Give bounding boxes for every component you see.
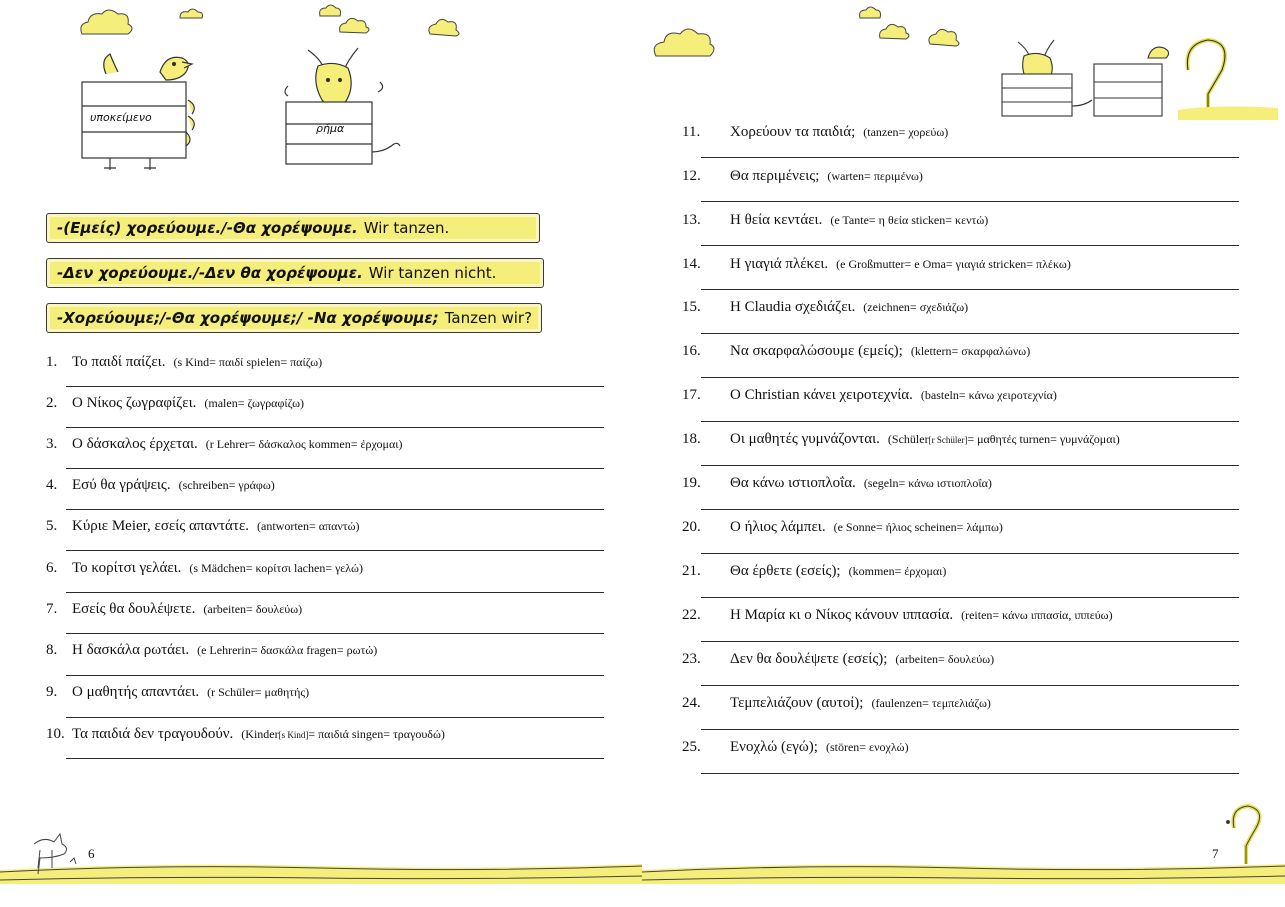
exercise-number: 20.	[682, 519, 701, 535]
exercise-text: Θα κάνω ιστιοπλοΐα.	[730, 475, 856, 491]
exercise-hint	[888, 432, 1120, 446]
exercise-text: Το παιδί παίζει.	[72, 354, 166, 370]
exercise-number: 10.	[46, 726, 65, 742]
exercise-number: 8.	[46, 642, 58, 658]
exercise-number: 25.	[682, 739, 701, 755]
exercise-text: Θα περιμένεις;	[730, 168, 820, 184]
exercise-text: Ενοχλώ (εγώ);	[730, 739, 818, 755]
exercise-item	[46, 600, 302, 618]
exercise-hint: (kommen= έρχομαι)	[848, 564, 947, 578]
exercise-text: Ο δάσκαλος έρχεται.	[72, 436, 198, 452]
exercise-item	[682, 386, 1057, 404]
exercise-text: Ο Νίκος ζωγραφίζει.	[72, 395, 197, 411]
exercise-number: 12.	[682, 168, 701, 184]
cloud-illustration	[650, 4, 1010, 74]
exercise-text: Η γιαγιά πλέκει.	[730, 256, 829, 272]
exercise-number: 16.	[682, 343, 701, 359]
exercise-hint: (malen= ζωγραφίζω)	[204, 396, 305, 410]
exercise-number: 7.	[46, 601, 58, 617]
exercise-number: 2.	[46, 395, 58, 411]
answer-line[interactable]	[66, 633, 604, 634]
exercise-text: Τεμπελιάζουν (αυτοί);	[730, 695, 864, 711]
exercise-number: 19.	[682, 475, 701, 491]
exercise-hint: (segeln= κάνω ιστιοπλοΐα)	[863, 476, 992, 490]
hint-part: = παιδιά singen= τραγουδώ)	[308, 727, 445, 741]
answer-line[interactable]	[701, 773, 1239, 774]
page-number: 7	[1212, 846, 1219, 861]
exercise-text: Ο ήλιος λάμπει.	[730, 519, 826, 535]
exercise-item	[682, 430, 1120, 449]
exercise-hint: (schreiben= γράφω)	[178, 478, 275, 492]
exercise-item	[46, 683, 309, 701]
banner-german: Wir tanzen.	[363, 219, 450, 237]
exercise-number: 15.	[682, 299, 701, 315]
exercise-hint: (antworten= απαντώ)	[257, 519, 360, 533]
exercise-item	[682, 562, 946, 580]
exercise-text: Θα έρθετε (εσείς);	[730, 563, 841, 579]
exercise-item	[682, 211, 988, 229]
answer-line[interactable]	[701, 597, 1239, 598]
exercise-number: 24.	[682, 695, 701, 711]
answer-line[interactable]	[701, 509, 1239, 510]
exercise-hint: (e Großmutter= e Oma= γιαγιά stricken= πλέκω)	[836, 257, 1071, 271]
exercise-text: Η δασκάλα ρωτάει.	[72, 642, 190, 658]
exercise-number: 3.	[46, 436, 58, 452]
exercise-hint: (tanzen= χορεύω)	[863, 125, 949, 139]
hint-subscript: [s Kind]	[278, 730, 309, 740]
exercise-hint: (zeichnen= σχεδιάζω)	[863, 300, 969, 314]
exercise-number: 1.	[46, 354, 58, 370]
hint-part: = μαθητές turnen= γυμνάζομαι)	[967, 432, 1120, 446]
hint-part: (Schüler	[887, 432, 929, 446]
exercise-hint: (s Kind= παιδί spielen= παίζω)	[173, 355, 323, 369]
exercise-text: Η Claudia σχεδιάζει.	[730, 299, 856, 315]
exercise-number: 6.	[46, 560, 58, 576]
exercise-hint: (e Sonne= ήλιος scheinen= λάμπω)	[833, 520, 1003, 534]
answer-line[interactable]	[701, 289, 1239, 290]
exercise-item	[682, 518, 1003, 536]
exercise-item	[682, 650, 994, 668]
answer-line[interactable]	[701, 245, 1239, 246]
exercise-number: 21.	[682, 563, 701, 579]
exercise-number: 18.	[682, 431, 701, 447]
exercise-hint: (e Tante= η θεία sticken= κεντώ)	[830, 213, 989, 227]
exercise-item	[46, 476, 275, 494]
exercise-item	[46, 394, 304, 412]
right-page	[642, 0, 1285, 907]
donkey-parrot-question-illustration	[998, 36, 1285, 126]
exercise-number: 14.	[682, 256, 701, 272]
banner-german: Wir tanzen nicht.	[368, 264, 497, 282]
banner-german: Tanzen wir?	[444, 309, 533, 327]
exercise-item	[682, 606, 1113, 624]
ground-donkey-illustration	[0, 820, 642, 900]
grammar-banner-question	[46, 303, 542, 333]
exercise-text: Δεν θα δουλέψετε (εσείς);	[730, 651, 888, 667]
exercise-item	[682, 167, 923, 185]
sign-label-subject: υποκείμενο	[90, 111, 152, 124]
answer-line[interactable]	[701, 465, 1239, 466]
exercise-item	[46, 353, 322, 371]
exercise-number: 17.	[682, 387, 701, 403]
exercise-number: 22.	[682, 607, 701, 623]
exercise-number: 4.	[46, 477, 58, 493]
exercise-text: Η Μαρία κι ο Νίκος κάνουν ιππασία.	[730, 607, 954, 623]
exercise-item	[46, 517, 360, 535]
answer-line[interactable]	[701, 685, 1239, 686]
answer-line[interactable]	[701, 729, 1239, 730]
exercise-hint: (s Mädchen= κορίτσι lachen= γελώ)	[189, 561, 363, 575]
exercise-item	[682, 123, 948, 141]
grammar-banner-negative	[46, 258, 544, 288]
exercise-item	[682, 738, 909, 756]
exercise-hint: (warten= περιμένω)	[827, 169, 923, 183]
exercise-item	[682, 255, 1071, 273]
exercise-text: Το κορίτσι γελάει.	[72, 560, 182, 576]
answer-line[interactable]	[66, 427, 604, 428]
answer-line[interactable]	[701, 157, 1239, 158]
exercise-number: 11.	[682, 124, 701, 140]
answer-line[interactable]	[701, 377, 1239, 378]
left-page	[0, 0, 642, 907]
answer-line[interactable]	[701, 641, 1239, 642]
banner-greek: -(Εμείς) χορεύουμε./-Θα χορέψουμε.	[57, 219, 358, 237]
exercise-item	[46, 641, 377, 659]
answer-line[interactable]	[66, 550, 604, 551]
banner-greek: -Δεν χορεύουμε./-Δεν θα χορέψουμε.	[57, 264, 363, 282]
exercise-text: Η θεία κεντάει.	[730, 212, 823, 228]
banner-greek: -Χορεύουμε;/-Θα χορέψουμε;/ -Να χορέψουμε;	[57, 309, 439, 327]
exercise-number: 23.	[682, 651, 701, 667]
answer-line[interactable]	[701, 333, 1239, 334]
grammar-banner-affirmative	[46, 213, 540, 243]
exercise-text: Χορεύουν τα παιδιά;	[730, 124, 856, 140]
exercise-text: Εσείς θα δουλέψετε.	[72, 601, 196, 617]
exercise-hint	[241, 727, 445, 741]
exercise-text: Ο μαθητής απαντάει.	[72, 684, 200, 700]
cloud-illustration	[70, 4, 540, 44]
exercise-item	[682, 298, 968, 316]
answer-line[interactable]	[66, 717, 604, 718]
exercise-number: 9.	[46, 684, 58, 700]
exercise-item	[46, 559, 363, 577]
donkey-sign-illustration	[278, 40, 408, 170]
exercise-item	[46, 725, 445, 744]
answer-line[interactable]	[66, 468, 604, 469]
exercise-hint: (stören= ενοχλώ)	[825, 740, 909, 754]
exercise-hint: (r Lehrer= δάσκαλος kommen= έρχομαι)	[205, 437, 403, 451]
exercise-text: Οι μαθητές γυμνάζονται.	[730, 431, 880, 447]
exercise-hint: (r Schüler= μαθητής)	[207, 685, 310, 699]
exercise-hint: (faulenzen= τεμπελιάζω)	[871, 696, 991, 710]
exercise-hint: (reiten= κάνω ιππασία, ιππεύω)	[961, 608, 1113, 622]
exercise-text: Κύριε Meier, εσείς απαντάτε.	[72, 518, 249, 534]
hint-part: (Kinder	[241, 727, 279, 741]
exercise-hint: (klettern= σκαρφαλώνω)	[910, 344, 1031, 358]
exercise-hint: (arbeiten= δουλεύω)	[895, 652, 995, 666]
ground-question-mark-illustration	[642, 800, 1285, 900]
exercise-text: Εσύ θα γράψεις.	[72, 477, 171, 493]
hint-subscript: [r Schüler]	[928, 435, 968, 445]
answer-line[interactable]	[701, 421, 1239, 422]
exercise-text: Ο Christian κάνει χειροτεχνία.	[730, 387, 913, 403]
sign-label-verb: ρήμα	[316, 122, 345, 135]
answer-line[interactable]	[66, 758, 604, 759]
answer-line[interactable]	[701, 553, 1239, 554]
answer-line[interactable]	[66, 675, 604, 676]
exercise-hint: (arbeiten= δουλεύω)	[203, 602, 303, 616]
exercise-hint: (basteln= κάνω χειροτεχνία)	[920, 388, 1057, 402]
page-number: 6	[88, 846, 95, 861]
exercise-text: Να σκαρφαλώσουμε (εμείς);	[730, 343, 903, 359]
exercise-text: Τα παιδιά δεν τραγουδούν.	[72, 726, 234, 742]
exercise-item	[682, 342, 1030, 360]
exercise-item	[682, 694, 991, 712]
exercise-item	[46, 435, 403, 453]
answer-line[interactable]	[66, 386, 604, 387]
exercise-number: 13.	[682, 212, 701, 228]
parrot-sign-illustration	[76, 44, 206, 174]
exercise-number: 5.	[46, 518, 58, 534]
answer-line[interactable]	[66, 509, 604, 510]
exercise-hint: (e Lehrerin= δασκάλα fragen= ρωτώ)	[197, 643, 378, 657]
answer-line[interactable]	[66, 592, 604, 593]
answer-line[interactable]	[701, 201, 1239, 202]
exercise-item	[682, 474, 992, 492]
